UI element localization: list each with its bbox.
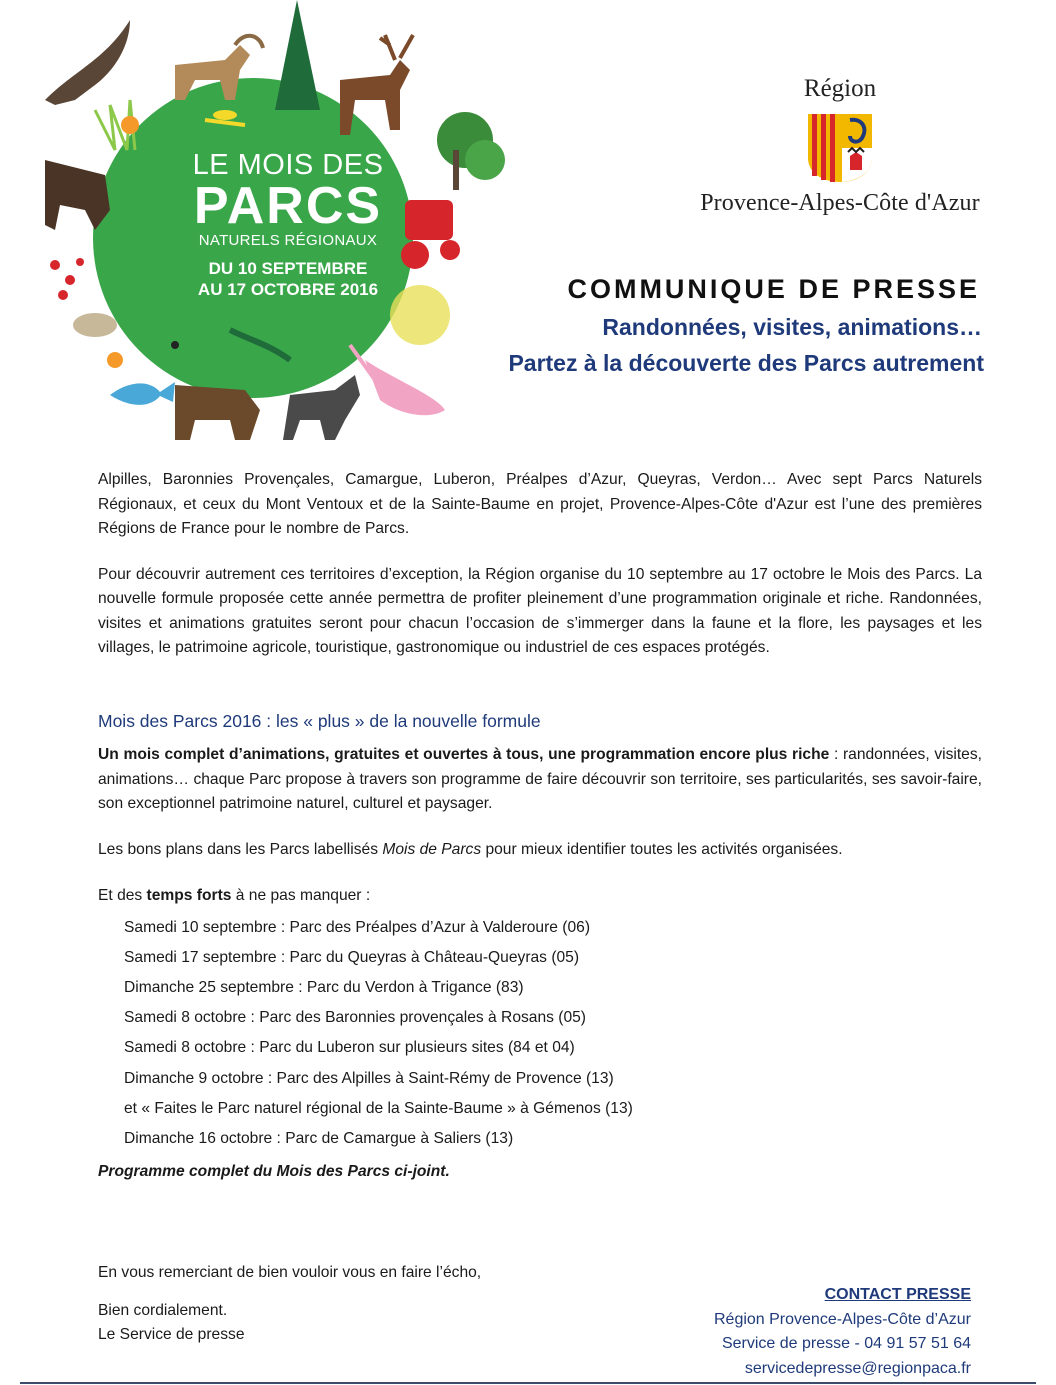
bottom-divider — [20, 1382, 1036, 1384]
contact-email-link[interactable]: servicedepresse@regionpaca.fr — [744, 1359, 971, 1377]
formula-paragraph — [98, 743, 982, 817]
event-item: Samedi 17 septembre : Parc du Queyras à Château-Queyras (05) — [124, 948, 580, 966]
regards-line: Bien cordialement. — [98, 1302, 228, 1319]
thanks-line: En vous remerciant de bien vouloir vous en faire l’écho, — [98, 1264, 482, 1281]
good-deals-mid: labellisés — [309, 840, 383, 858]
press-release-title: COMMUNIQUE DE PRESSE — [567, 274, 980, 304]
event-item: Samedi 8 octobre : Parc des Baronnies provençales à Rosans (05) — [124, 1009, 586, 1027]
logo-line-2: PARCS — [193, 177, 383, 235]
events-intro-start: Et des — [98, 887, 147, 904]
region-logo — [690, 72, 990, 232]
good-deals-paragraph — [98, 838, 982, 863]
section-title: Mois des Parcs 2016 : les « plus » de la nouvelle formule — [98, 710, 541, 731]
event-item: Samedi 10 septembre : Parc des Préalpes d’Azur à Valderoure (06) — [124, 918, 591, 936]
event-item: Dimanche 16 octobre : Parc de Camargue à Saliers (13) — [124, 1129, 514, 1147]
event-item: Samedi 8 octobre : Parc du Luberon sur plusieurs sites (84 et 04) — [124, 1039, 575, 1057]
logo-line-4: DU 10 SEPTEMBRE — [208, 259, 368, 278]
good-deals-italic: Mois de Parcs — [382, 840, 482, 858]
good-deals-end: pour mieux identifier toutes les activités organisées. — [481, 840, 843, 858]
contact-title: CONTACT PRESSE — [824, 1286, 971, 1303]
region-label: Région — [803, 75, 877, 102]
logo-line-1: LE MOIS DES — [192, 149, 384, 181]
logo-line-5: AU 17 OCTOBRE 2016 — [197, 280, 379, 299]
event-item: Dimanche 25 septembre : Parc du Verdon à Trigance (83) — [124, 978, 524, 996]
logo-line-3: NATURELS RÉGIONAUX — [198, 232, 378, 249]
subtitle-line-2: Partez à la découverte des Parcs autrement — [508, 350, 984, 376]
logo-text-block — [123, 150, 453, 300]
events-intro-end: à ne pas manquer : — [231, 887, 371, 904]
contact-org: Région Provence-Alpes-Côte d’Azur — [713, 1310, 971, 1328]
events-intro — [98, 884, 982, 909]
formula-paragraph-bold: Un mois complet d’animations, gratuites et ouvertes à tous, une programmation encore plus riche — [98, 746, 830, 763]
event-item: et « Faites le Parc naturel régional de la Sainte-Baume » à Gémenos (13) — [124, 1099, 633, 1117]
formula-paragraph-rest: : randonnées, visites, animations… chaque Parc propose à travers son programme de faire découvrir son territoire, ses particularités, ses savoir-faire, son exceptionnel patrimoine naturel, culturel et paysager. — [98, 746, 982, 812]
events-intro-bold: temps forts — [146, 887, 232, 904]
contact-phone[interactable]: Service de presse - 04 91 57 51 64 — [721, 1335, 971, 1352]
good-deals-bold: Les bons plans dans les Parcs — [98, 840, 310, 858]
discovery-paragraph: Pour découvrir autrement ces territoires d’exception, la Région organise du 10 septembre au 17 octobre le Mois des Parcs. La nouvelle formule proposée cette année permettra de profiter pleinement d’une programmation originale et riche. Randonnées, visites et animations gratuites seront pour chacun l’occasion de s’immerger dans la faune et la flore, les paysages et les villages, le patrimoine agricole, touristique, gastronomique ou industriel de ces espaces protégés. — [98, 565, 982, 656]
mois-des-parcs-logo — [35, 0, 505, 455]
intro-paragraph: Alpilles, Baronnies Provençales, Camargue, Luberon, Préalpes d’Azur, Queyras, Verdon… Avec sept Parcs Naturels Régionaux, et ceux du Mont Ventoux et de la Sainte-Baume en projet, Provence-Alpes-Côte d'Azur est l’une des premières Régions de France pour le nombre de Parcs. — [98, 471, 982, 537]
events-list — [98, 913, 982, 1155]
program-note: Programme complet du Mois des Parcs ci-joint. — [98, 1163, 450, 1181]
event-item: Dimanche 9 octobre : Parc des Alpilles à Saint-Rémy de Provence (13) — [124, 1069, 614, 1087]
closing-block — [98, 1299, 245, 1347]
region-name: Provence-Alpes-Côte d'Azur — [700, 190, 980, 216]
signature-line: Le Service de presse — [98, 1326, 245, 1343]
body-content — [98, 468, 982, 1185]
subtitle-line-1: Randonnées, visites, animations… — [602, 314, 982, 340]
press-contact-block — [714, 1283, 971, 1381]
region-shield-icon — [806, 112, 874, 184]
